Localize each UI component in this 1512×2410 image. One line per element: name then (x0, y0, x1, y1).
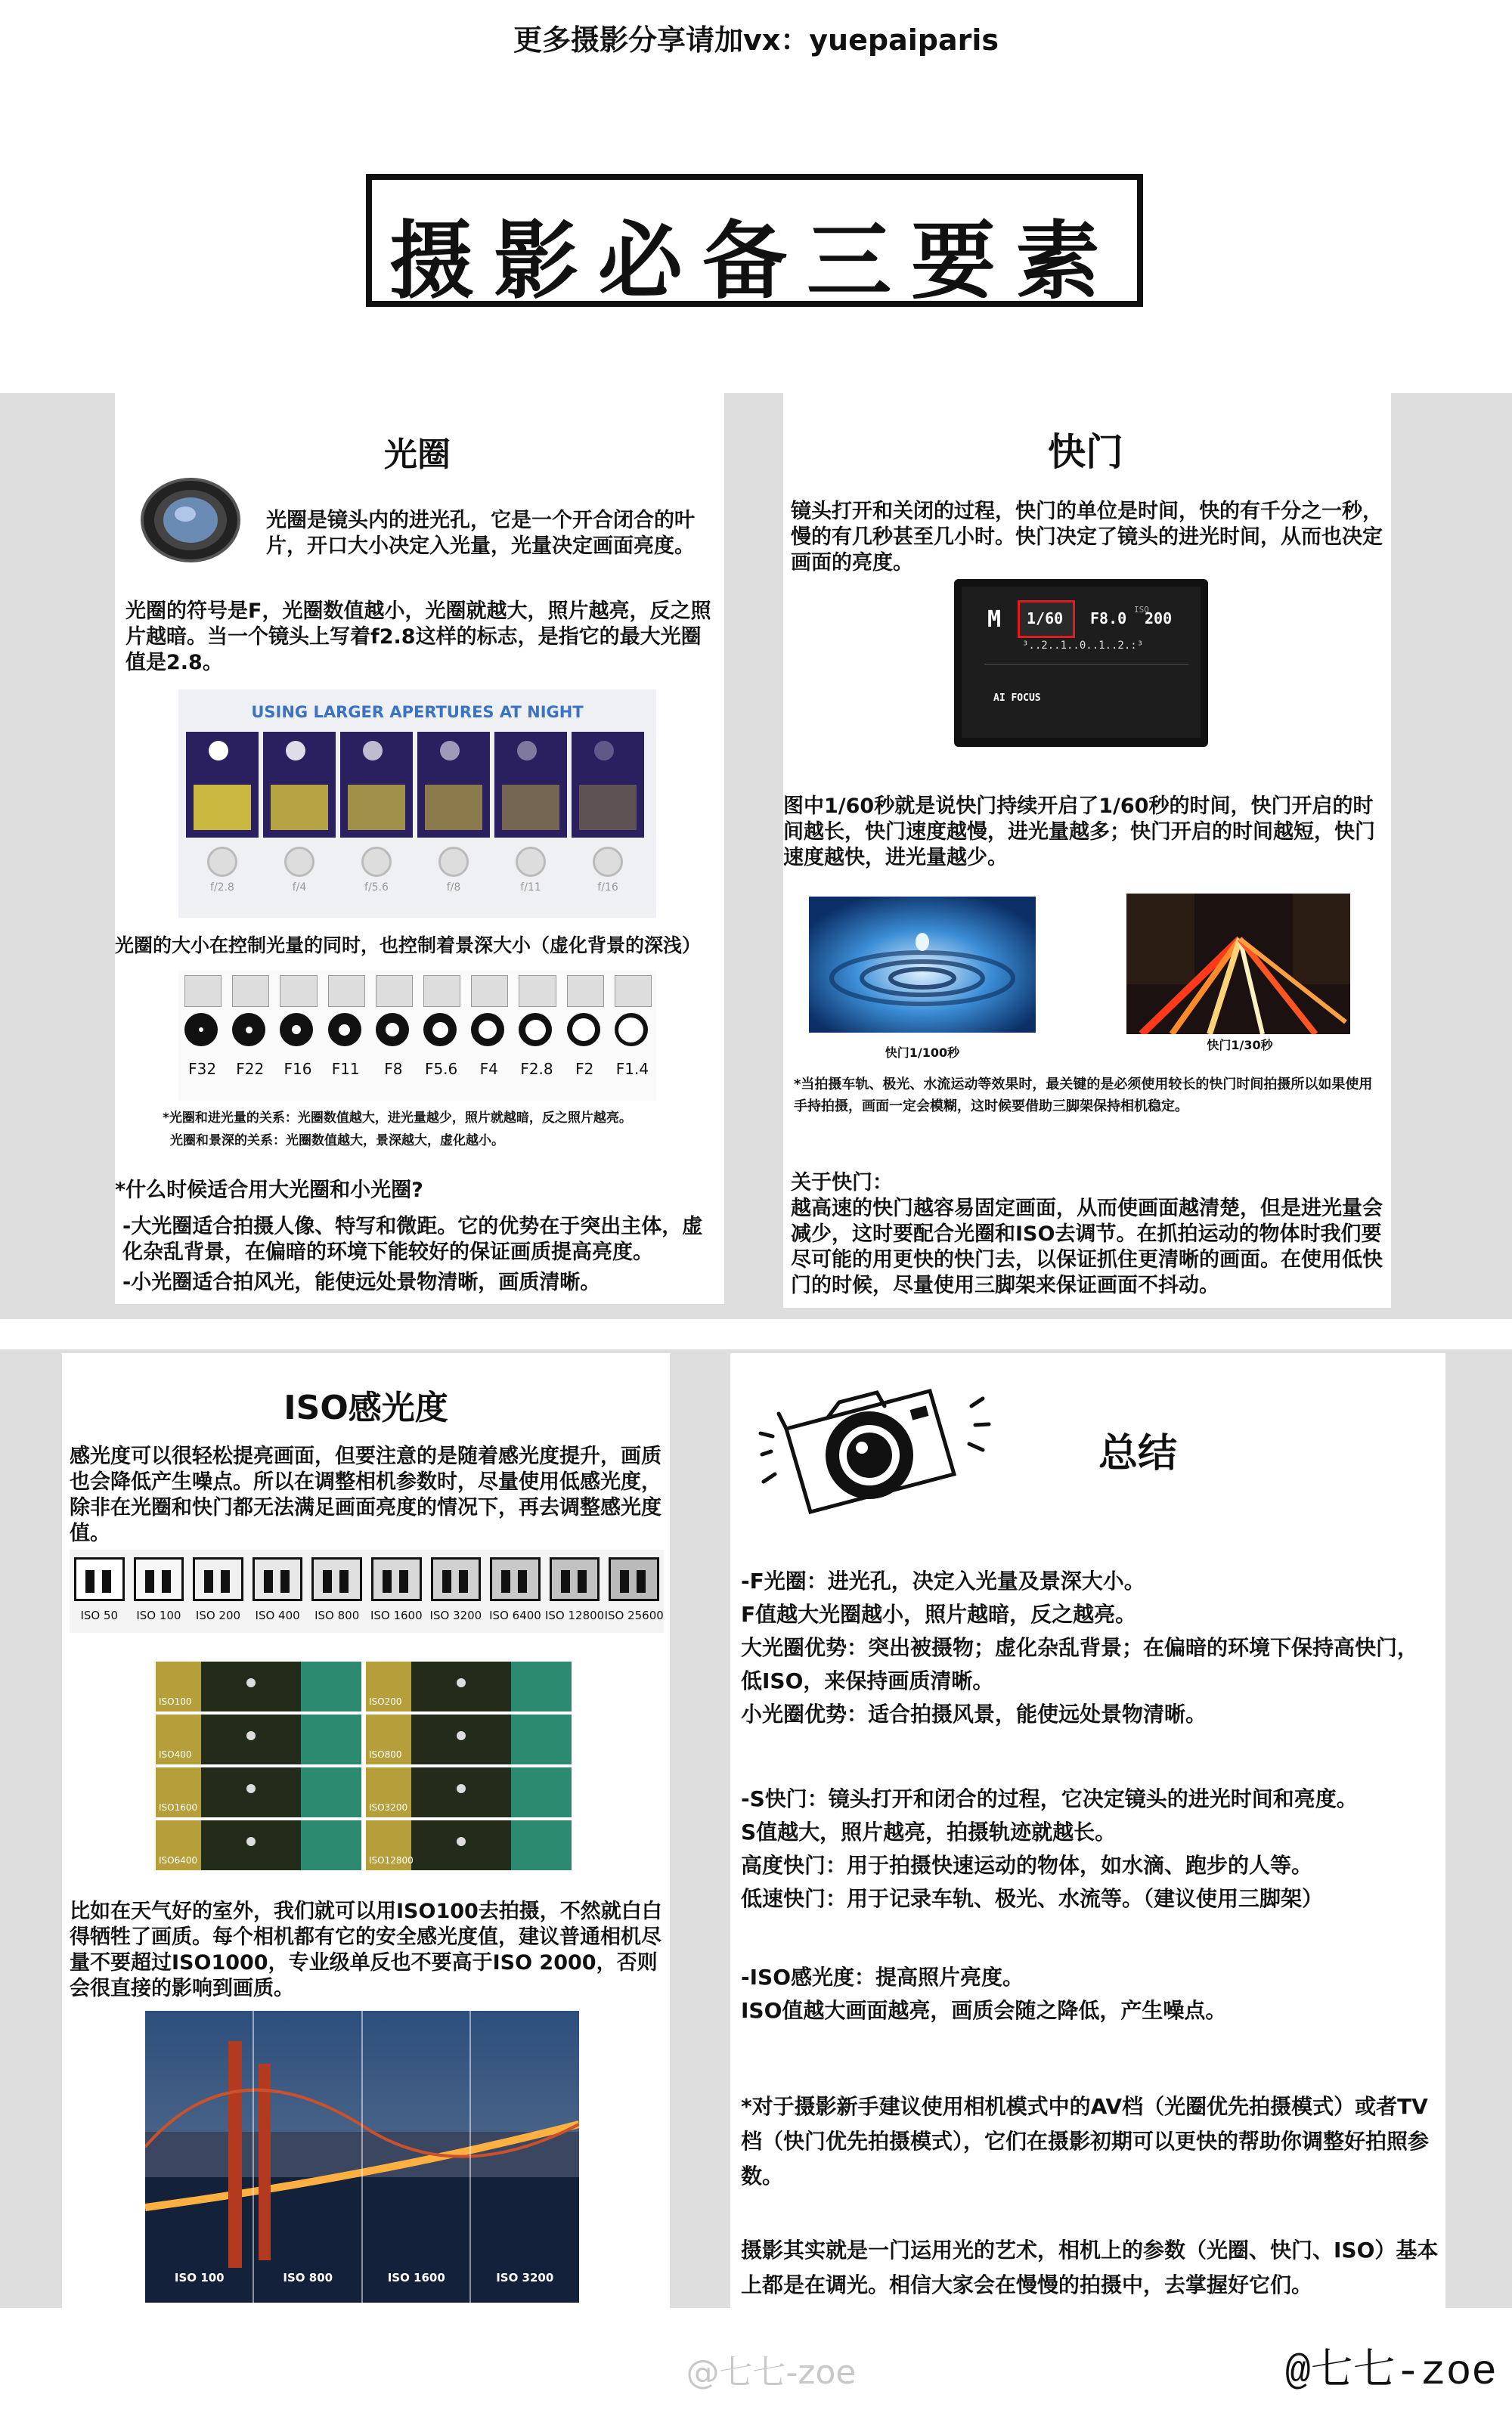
night-photo (340, 732, 413, 838)
iso-intro: 感光度可以很轻松提亮画面，但要注意的是随着感光度提升，画质也会降低产生噪点。所以在调整相机参数时，尽量使用低感光度，除非在光圈和快门都无法满足画面亮度的情况下，再去调整感光度值。 (70, 1445, 662, 1545)
iso-strip-label: ISO 3200 (429, 1609, 482, 1622)
water-drop-caption: 快门1/100秒 (885, 1045, 960, 1060)
iso-noise-overlay (255, 1560, 301, 1599)
night-lights (579, 785, 637, 830)
aperture-note1: *光圈和进光量的关系：光圈数值越大，进光量越少，照片就越暗，反之照片越亮。 (163, 1111, 632, 1126)
night-moon (363, 741, 383, 760)
fstop-label: F2 (575, 1060, 594, 1078)
fstop-label: F5.6 (424, 1060, 458, 1078)
bridge-iso-label: ISO 1600 (387, 2271, 445, 2285)
dof-thumbnail (328, 975, 365, 1007)
iso-noise-overlay (76, 1560, 122, 1599)
page-title: 摄影必备三要素 (389, 212, 1120, 311)
aperture-blade-icon (284, 847, 314, 877)
summary-heading: 总结 (1098, 1431, 1177, 1476)
bridge-iso-labels (145, 2271, 579, 2294)
dof-thumbnail (184, 975, 222, 1007)
iso-grid-label: ISO6400 (159, 1855, 198, 1866)
person-figure (383, 1570, 392, 1593)
iso-noise-cell (156, 1767, 361, 1817)
bridge-photo (145, 2011, 579, 2303)
summary-f4: 小光圈优势：适合拍摄风景，能使远处景物清晰。 (741, 1702, 1207, 1727)
iso-strip-label: ISO 400 (255, 1609, 300, 1622)
iso-people-strip (70, 1550, 664, 1633)
iso-cell-green (511, 1820, 572, 1870)
iso-cell-green (301, 1715, 361, 1764)
dof-thumbnail (567, 975, 604, 1007)
night-photo (263, 732, 336, 838)
iso-grid-label: ISO1600 (159, 1802, 198, 1813)
night-lights (271, 785, 328, 830)
fstop-chart (178, 971, 656, 1101)
iso-cell-dot (246, 1678, 256, 1687)
iso-noise-overlay (492, 1560, 538, 1599)
fstop-label: F32 (188, 1060, 217, 1078)
person-figure (578, 1570, 587, 1593)
shutter-explain: 图中1/60秒就是说快门持续开启了1/60秒的时间，快门开启的时间越长，快门速度越慢，进光量越多；快门开启的时间越短，快门速度越快，进光量越少。 (783, 795, 1375, 869)
aperture-large-use: -大光圈适合拍摄人像、特写和微距。它的优势在于突出主体，虚化杂乱背景，在偏暗的环境下能较好的保证画质提高亮度。 (122, 1215, 703, 1264)
summary-s2: S值越大，照片越亮，拍摄轨迹就越长。 (741, 1820, 1117, 1845)
iso-people-tile (490, 1557, 541, 1601)
night-photo (494, 732, 567, 838)
iso-noise-overlay (136, 1560, 182, 1599)
fstop-label: F8 (384, 1060, 403, 1078)
bridge-image (145, 2011, 579, 2303)
iso-noise-cell (366, 1715, 572, 1764)
iso-noise-cell (156, 1820, 361, 1870)
bridge-iso-label: ISO 3200 (496, 2271, 554, 2285)
iso-cell-green (511, 1715, 572, 1764)
iso-grid-label: ISO3200 (369, 1802, 408, 1813)
iso-grid-label: ISO100 (159, 1696, 192, 1707)
iso-people-tile (371, 1557, 422, 1601)
iso-strip-label: ISO 25600 (604, 1609, 664, 1622)
fstop-label: F11 (331, 1060, 360, 1078)
night-moon (517, 741, 537, 760)
iso-cell-dot (457, 1784, 466, 1793)
night-lights (348, 785, 405, 830)
iso-strip-label: ISO 1600 (370, 1609, 423, 1622)
iso-noise-overlay (611, 1560, 657, 1599)
aperture-note2: 光圈和景深的关系：光圈数值越大，景深越大，虚化越小。 (170, 1133, 504, 1148)
iso-cell-green (301, 1662, 361, 1711)
aperture-blade-icon (593, 847, 623, 877)
light-trails-image (1126, 894, 1350, 1034)
night-image-title: USING LARGER APERTURES AT NIGHT (251, 703, 584, 721)
fstop-label: F16 (284, 1060, 312, 1078)
shutter-heading: 快门 (1048, 430, 1123, 474)
dof-thumbnail (376, 975, 413, 1007)
person-figure (264, 1570, 273, 1593)
lens-icon (140, 476, 242, 563)
lcd-exposure-scale: ³..2..1..0..1..2.:³ (1022, 640, 1144, 652)
aperture-blade-icon (438, 847, 469, 877)
iso-cell-dot (457, 1731, 466, 1740)
aperture-blade-icon (207, 847, 237, 877)
person-figure (102, 1570, 111, 1593)
depth-of-field-line: 光圈的大小在控制光量的同时，也控制着景深大小（虚化背景的深浅） (115, 934, 702, 956)
iso-noise-overlay (552, 1560, 598, 1599)
lcd-af-mode: AI FOCUS (993, 692, 1041, 704)
iso-cell-dot (246, 1784, 256, 1793)
iso-noise-cell (156, 1715, 361, 1764)
summary-i1: -ISO感光度：提高照片亮度。 (741, 1965, 1024, 1990)
fstop-opening (479, 1021, 497, 1039)
person-figure (399, 1570, 408, 1593)
fstop-label: F4 (479, 1060, 498, 1078)
night-stop-label: f/4 (292, 881, 307, 894)
lcd-icons-row (984, 664, 1188, 680)
night-moon (209, 741, 228, 760)
lcd-shutter-speed: 1/60 (1027, 609, 1064, 627)
weibo-watermark: @七七-zoe (686, 2353, 857, 2392)
night-lights (425, 785, 482, 830)
aperture-intro: 光圈是镜头内的进光孔，它是一个开合闭合的叶片，开口大小决定入光量，光量决定画面亮度。 (266, 509, 695, 558)
fstop-label: F1.4 (615, 1060, 649, 1078)
iso-grid-label: ISO12800 (369, 1855, 414, 1866)
dof-thumbnail (615, 975, 652, 1007)
lcd-mode: M (987, 606, 1002, 633)
iso-strip-label: ISO 800 (314, 1609, 360, 1622)
bridge-iso-label: ISO 100 (174, 2271, 225, 2285)
night-stop-label: f/11 (520, 881, 541, 894)
fstop-opening (199, 1027, 203, 1032)
person-figure (518, 1570, 527, 1593)
summary-s4: 低速快门：用于记录车轨、极光、水流等。（建议使用三脚架） (741, 1886, 1324, 1911)
iso-noise-overlay (314, 1560, 360, 1599)
fstop-row (178, 971, 656, 1101)
iso-noise-overlay (195, 1560, 241, 1599)
aperture-small-use: -小光圈适合拍风光，能使远处景物清晰，画质清晰。 (122, 1271, 601, 1294)
night-photo (572, 732, 644, 838)
iso-grid-label: ISO200 (369, 1696, 402, 1707)
person-figure (637, 1570, 646, 1593)
iso-cell-dot (457, 1837, 466, 1846)
aperture-blade-icon (361, 847, 392, 877)
shutter-about: 越高速的快门越容易固定画面，从而使画面越清楚，但是进光量会减少，这时要配合光圈和ISO去调节。在抓拍运动的物体时我们要尽可能的用更快的快门去，以保证抓住更清晰的画面。在使用低快门的时候，尽量使用三脚架来保证画面不抖动。 (791, 1197, 1383, 1297)
summary-i2: ISO值越大画面越亮，画质会随之降低，产生噪点。 (741, 1998, 1227, 2023)
night-moon (594, 741, 614, 760)
bridge-iso-label: ISO 800 (283, 2271, 333, 2285)
iso-cell-dot (457, 1678, 466, 1687)
person-figure (459, 1570, 468, 1593)
summary-s1: -S快门：镜头打开和闭合的过程，它决定镜头的进光时间和亮度。 (741, 1786, 1358, 1811)
camera-doodle-icon (756, 1361, 1013, 1535)
iso-grid-cells (156, 1662, 572, 1875)
person-figure (501, 1570, 510, 1593)
iso-strip-label: ISO 6400 (489, 1609, 541, 1622)
person-figure (442, 1570, 451, 1593)
person-figure (620, 1570, 629, 1593)
person-figure (204, 1570, 213, 1593)
night-lights (502, 785, 559, 830)
person-figure (221, 1570, 230, 1593)
night-photo (417, 732, 490, 838)
night-photo (186, 732, 259, 838)
dof-thumbnail (423, 975, 460, 1007)
iso-strip-label: ISO 12800 (544, 1609, 605, 1622)
fstop-opening (618, 1018, 643, 1042)
night-moon (286, 741, 305, 760)
lcd-iso-value: 200 (1145, 609, 1173, 627)
person-figure (162, 1570, 171, 1593)
summary-f3: 大光圈优势：突出被摄物；虚化杂乱背景；在偏暗的环境下保持高快门，低ISO，来保持画质清晰。 (741, 1635, 1419, 1693)
night-moon (440, 741, 460, 760)
iso-people-tile (431, 1557, 482, 1601)
light-trails-caption: 快门1/30秒 (1207, 1038, 1273, 1052)
author-signature: @七七-zoe (1284, 2348, 1497, 2396)
person-figure (561, 1570, 570, 1593)
night-stop-label: f/16 (597, 881, 618, 894)
person-figure (85, 1570, 94, 1593)
iso-cell-green (301, 1820, 361, 1870)
fstop-opening (246, 1027, 253, 1033)
iso-strip-label: ISO 50 (80, 1609, 119, 1622)
aperture-heading: 光圈 (384, 435, 451, 474)
iso-strip-label: ISO 100 (136, 1609, 181, 1622)
fstop-opening (339, 1024, 350, 1036)
iso-people-tile (311, 1557, 362, 1601)
fstop-label: F2.8 (520, 1060, 553, 1078)
aperture-symbol: 光圈的符号是F，光圈数值越小，光圈就越大，照片越亮，反之照片越暗。当一个镜头上写着f2.8这样的标志，是指它的最大光圈值是2.8。 (125, 599, 711, 674)
header-text: 更多摄影分享请加vx：yuepaiparis (513, 23, 999, 57)
iso-people-tile (253, 1557, 303, 1601)
iso-people-tile (609, 1557, 659, 1601)
fstop-opening (386, 1023, 399, 1036)
iso-cell-dot (246, 1731, 256, 1740)
night-aperture-image (178, 689, 656, 918)
aperture-question: *什么时候适合用大光圈和小光圈? (115, 1179, 423, 1202)
iso-grid-label: ISO800 (369, 1749, 402, 1760)
water-drop-image (809, 897, 1036, 1033)
iso-cell-green (511, 1767, 572, 1817)
summary-end: 摄影其实就是一门运用光的艺术，相机上的参数（光圈、快门、ISO）基本上都是在调光。相信大家会在慢慢的拍摄中，去掌握好它们。 (741, 2238, 1439, 2297)
person-figure (339, 1570, 349, 1593)
iso-cell-green (511, 1662, 572, 1711)
iso-people-tile (550, 1557, 600, 1601)
night-stop-label: f/5.6 (364, 881, 389, 894)
iso-noise-overlay (433, 1560, 479, 1599)
iso-outdoor: 比如在天气好的室外，我们就可以用ISO100去拍摄，不然就白白得牺牲了画质。每个相机都有它的安全感光度值，建议普通相机尽量不要超过ISO1000，专业级单反也不要高于ISO 2000，否则会很直接的影响到画质。 (70, 1900, 662, 2000)
person-figure (145, 1570, 154, 1593)
iso-grid-label: ISO400 (159, 1749, 192, 1760)
shutter-intro: 镜头打开和关闭的过程，快门的单位是时间，快的有千分之一秒，慢的有几秒甚至几小时。快门决定了镜头的进光时间，从而也决定画面的亮度。 (791, 500, 1383, 575)
iso-people-tile (134, 1557, 184, 1601)
iso-noise-overlay (373, 1560, 420, 1599)
dof-thumbnail (519, 975, 556, 1007)
aperture-blade-icon (516, 847, 546, 877)
iso-cell-green (301, 1767, 361, 1817)
night-stop-label: f/8 (446, 881, 461, 894)
iso-people-tile (193, 1557, 243, 1601)
dof-thumbnail (280, 975, 317, 1007)
shutter-note: *当拍摄车轨、极光、水流运动等效果时，最关键的是必须使用较长的快门时间拍摄所以如果使用手持拍摄，画面一定会模糊，这时候要借助三脚架保持相机稳定。 (794, 1076, 1373, 1114)
iso-noise-cell (366, 1662, 572, 1711)
night-lights (194, 785, 251, 830)
iso-strip-label: ISO 200 (195, 1609, 241, 1622)
dof-thumbnail (471, 975, 508, 1007)
iso-strip-row (70, 1550, 664, 1633)
summary-f1: -F光圈：进光孔，决定入光量及景深大小。 (741, 1569, 1145, 1594)
person-figure (280, 1570, 290, 1593)
fstop-opening (432, 1022, 448, 1038)
camera-lcd-image (954, 579, 1208, 747)
iso-cell-dot (246, 1837, 256, 1846)
iso-heading: ISO感光度 (284, 1389, 448, 1427)
fstop-opening (572, 1018, 595, 1041)
dof-thumbnail (232, 975, 269, 1007)
lcd-fnumber: F8.0 (1090, 609, 1127, 627)
fstop-opening (525, 1020, 546, 1040)
iso-noise-cell (366, 1767, 572, 1817)
summary-tip: *对于摄影新手建议使用相机模式中的AV档（光圈优先拍摄模式）或者TV档（快门优先拍摄模式），它们在摄影初期可以更快的帮助你调整好拍照参数。 (741, 2094, 1430, 2189)
night-stop-label: f/2.8 (210, 881, 234, 894)
iso-noise-cell (156, 1662, 361, 1711)
iso-people-tile (74, 1557, 125, 1601)
shutter-about-title: 关于快门： (791, 1171, 893, 1194)
summary-f2: F值越大光圈越小，照片越暗，反之越亮。 (741, 1602, 1137, 1627)
lcd-iso-tag: ISO (1134, 605, 1149, 615)
fstop-label: F22 (236, 1060, 265, 1078)
summary-s3: 高度快门：用于拍摄快速运动的物体，如水滴、跑步的人等。 (741, 1853, 1313, 1878)
person-figure (323, 1570, 332, 1593)
night-photo-row (186, 732, 649, 906)
iso-noise-cell (366, 1820, 572, 1870)
grey-band-gap (0, 1319, 1512, 1349)
iso-noise-grid (156, 1662, 572, 1875)
